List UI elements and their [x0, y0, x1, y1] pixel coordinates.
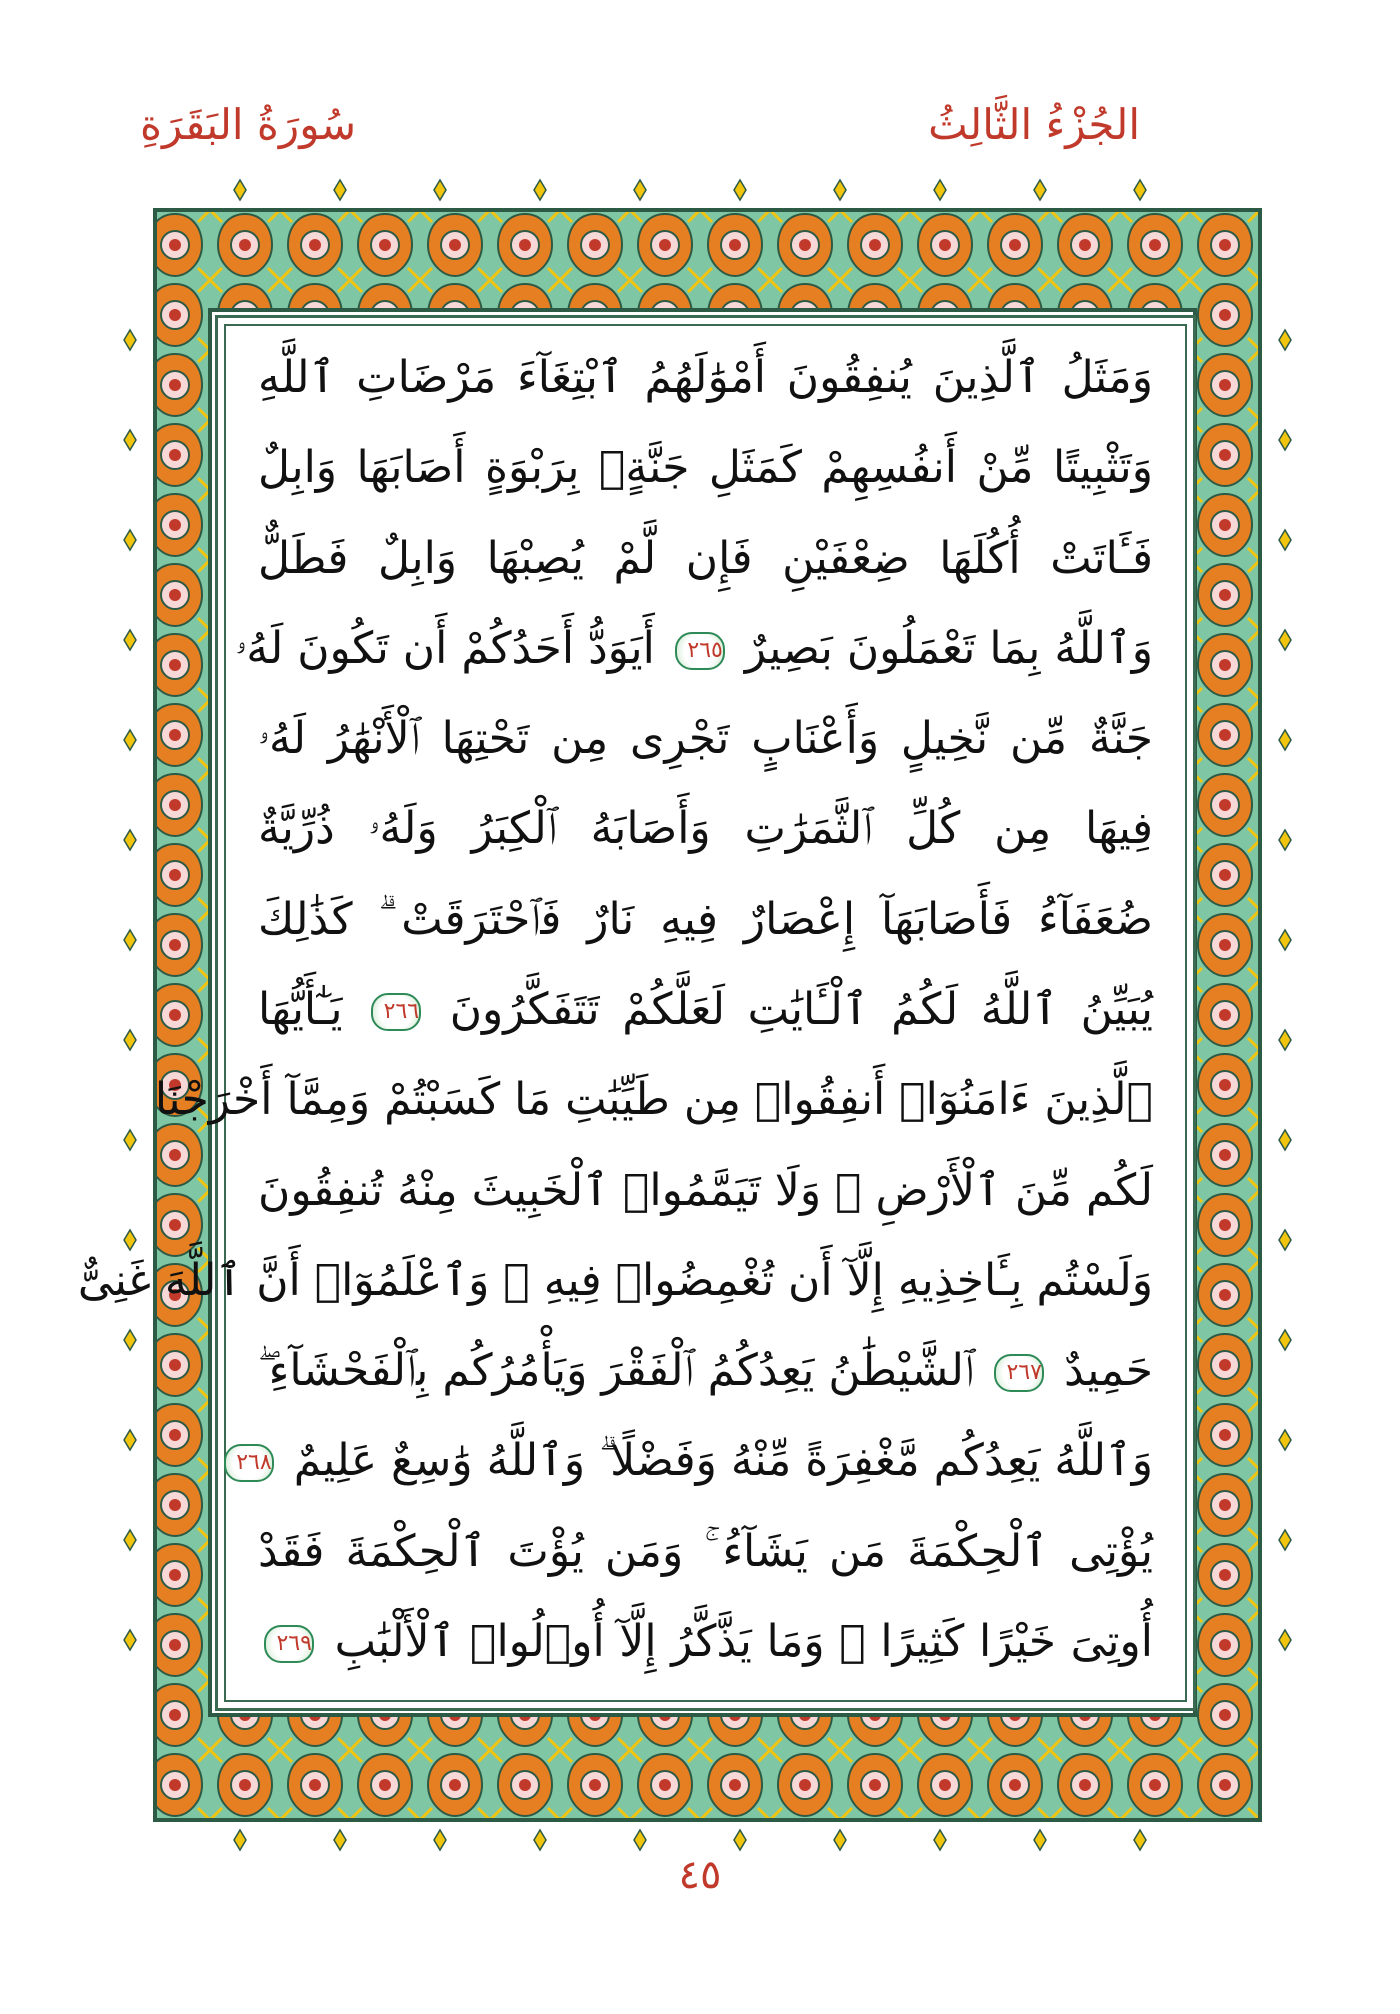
left-tick-ornament [124, 1030, 136, 1050]
top-tick-ornament [1034, 180, 1046, 200]
verse-text: أَيَوَدُّ أَحَدُكُمْ أَن تَكُونَ لَهُۥ [235, 622, 655, 674]
right-tick-ornament [1279, 530, 1291, 550]
verse-text: فَـَٔاتَتْ أُكُلَهَا ضِعْفَيْنِ فَإِن لَّمْ يُصِبْهَا وَابِلٌ فَطَلٌّ [258, 532, 1153, 584]
right-tick-ornament [1279, 1430, 1291, 1450]
verse-text: فِيهَا مِن كُلِّ ٱلثَّمَرَٰتِ وَأَصَابَهُ ٱلْكِبَرُ وَلَهُۥ ذُرِّيَّةٌ [258, 803, 1153, 855]
bottom-tick-ornament [734, 1830, 746, 1850]
top-tick-ornament [634, 180, 646, 200]
top-tick-ornament [834, 180, 846, 200]
right-tick-ornament [1279, 1230, 1291, 1250]
right-tick-ornament [1279, 1030, 1291, 1050]
verse-text: أُوتِىَ خَيْرًا كَثِيرًا ۗ وَمَا يَذَّكَّرُ إِلَّآ أُو۟لُوا۟ ٱلْأَلْبَٰبِ [334, 1615, 1153, 1667]
left-tick-ornament [124, 930, 136, 950]
verse-text: وَٱللَّهُ بِمَا تَعْمَلُونَ بَصِيرٌ [744, 622, 1153, 674]
verse-text: وَٱللَّهُ يَعِدُكُم مَّغْفِرَةً مِّنْهُ وَفَضْلًا ۗ وَٱللَّهُ وَٰسِعٌ عَلِيمٌ [293, 1435, 1153, 1487]
verse-line [258, 799, 1153, 865]
left-tick-ornament [124, 430, 136, 450]
bottom-tick-ornament [334, 1830, 346, 1850]
ayah-number-marker: ٢٦٨ [224, 1444, 274, 1482]
verse-text: وَمَثَلُ ٱلَّذِينَ يُنفِقُونَ أَمْوَٰلَهُمُ ٱبْتِغَآءَ مَرْضَاتِ ٱللَّهِ [258, 352, 1153, 403]
verse-line [258, 1161, 1153, 1227]
ayah-number-marker: ٢٦٩ [264, 1625, 314, 1663]
bottom-tick-ornament [534, 1830, 546, 1850]
ayah-number-marker: ٢٦٥ [675, 632, 725, 670]
right-tick-ornament [1279, 1630, 1291, 1650]
verse-text: يَـٰٓأَيُّهَا [258, 983, 343, 1035]
right-tick-ornament [1279, 1530, 1291, 1550]
verse-line [258, 709, 1153, 775]
left-tick-ornament [124, 1430, 136, 1450]
left-tick-ornament [124, 630, 136, 650]
left-tick-ornament [124, 330, 136, 350]
bottom-tick-ornament [434, 1830, 446, 1850]
verse-line [235, 619, 1153, 685]
verse-text: حَمِيدٌ [1063, 1345, 1153, 1397]
ayah-number-marker: ٢٦٦ [371, 993, 421, 1031]
bottom-tick-ornament [834, 1830, 846, 1850]
right-tick-ornament [1279, 930, 1291, 950]
verse-text: وَلَسْتُم بِـَٔاخِذِيهِ إِلَّآ أَن تُغْمِضُوا۟ فِيهِ ۚ وَٱعْلَمُوٓا۟ أَنَّ ٱللَّهَ غَنِىٌّ [77, 1254, 1153, 1306]
verse-line [258, 348, 1153, 414]
left-tick-ornament [124, 1130, 136, 1150]
verse-text: ٱلشَّيْطَٰنُ يَعِدُكُمُ ٱلْفَقْرَ وَيَأْمُرُكُم بِٱلْفَحْشَآءِ ۖ [257, 1345, 974, 1397]
surah-title: سُورَةُ البَقَرَةِ [140, 100, 357, 149]
top-tick-ornament [734, 180, 746, 200]
verse-text: يُبَيِّنُ ٱللَّهُ لَكُمُ ٱلْـَٔايَٰتِ لَعَلَّكُمْ تَتَفَكَّرُونَ [449, 983, 1153, 1035]
verse-text: ٱلَّذِينَ ءَامَنُوٓا۟ أَنفِقُوا۟ مِن طَيِّبَٰتِ مَا كَسَبْتُمْ وَمِمَّآ أَخْرَجْنَا [154, 1074, 1153, 1126]
right-tick-ornament [1279, 730, 1291, 750]
left-tick-ornament [124, 1230, 136, 1250]
page-number: ٤٥ [678, 1852, 722, 1898]
bottom-tick-ornament [1034, 1830, 1046, 1850]
verse-line [258, 890, 1153, 956]
bottom-tick-ornament [1134, 1830, 1146, 1850]
verse-text: ضُعَفَآءُ فَأَصَابَهَآ إِعْصَارٌ فِيهِ نَارٌ فَٱحْتَرَقَتْ ۗ كَذَٰلِكَ [258, 893, 1153, 945]
top-tick-ornament [934, 180, 946, 200]
right-tick-ornament [1279, 1130, 1291, 1150]
verse-line [236, 1431, 1153, 1497]
left-tick-ornament [124, 1330, 136, 1350]
right-tick-ornament [1279, 830, 1291, 850]
right-tick-ornament [1279, 330, 1291, 350]
top-tick-ornament [534, 180, 546, 200]
verse-line [77, 1251, 1153, 1317]
left-tick-ornament [124, 1630, 136, 1650]
top-tick-ornament [334, 180, 346, 200]
verse-text: لَكُم مِّنَ ٱلْأَرْضِ ۖ وَلَا تَيَمَّمُوا۟ ٱلْخَبِيثَ مِنْهُ تُنفِقُونَ [258, 1164, 1153, 1216]
verse-line [258, 438, 1153, 504]
verse-line [258, 1341, 1153, 1407]
right-tick-ornament [1279, 1330, 1291, 1350]
verse-text: يُؤْتِى ٱلْحِكْمَةَ مَن يَشَآءُ ۚ وَمَن يُؤْتَ ٱلْحِكْمَةَ فَقَدْ [258, 1525, 1153, 1577]
juz-title: الجُزْءُ الثَّالِثُ [928, 100, 1140, 149]
left-tick-ornament [124, 530, 136, 550]
verse-line [258, 529, 1153, 595]
bottom-tick-ornament [934, 1830, 946, 1850]
top-tick-ornament [1134, 180, 1146, 200]
left-tick-ornament [124, 1530, 136, 1550]
top-tick-ornament [434, 180, 446, 200]
left-tick-ornament [124, 730, 136, 750]
text-panel [77, 315, 1196, 1711]
verse-line [258, 1522, 1153, 1588]
bottom-tick-ornament [634, 1830, 646, 1850]
right-tick-ornament [1279, 430, 1291, 450]
verse-text: جَنَّةٌ مِّن نَّخِيلٍ وَأَعْنَابٍ تَجْرِى مِن تَحْتِهَا ٱلْأَنْهَٰرُ لَهُۥ [258, 713, 1153, 765]
top-tick-ornament [234, 180, 246, 200]
bottom-tick-ornament [234, 1830, 246, 1850]
verse-line [154, 1070, 1153, 1136]
verse-line [258, 980, 1153, 1046]
right-tick-ornament [1279, 630, 1291, 650]
left-tick-ornament [124, 830, 136, 850]
verse-text: وَتَثْبِيتًا مِّنْ أَنفُسِهِمْ كَمَثَلِ جَنَّةٍۭ بِرَبْوَةٍ أَصَابَهَا وَابِلٌ [258, 442, 1153, 494]
verse-lines [77, 348, 1153, 1678]
ayah-number-marker: ٢٦٧ [994, 1354, 1044, 1392]
verse-line [258, 1612, 1153, 1678]
